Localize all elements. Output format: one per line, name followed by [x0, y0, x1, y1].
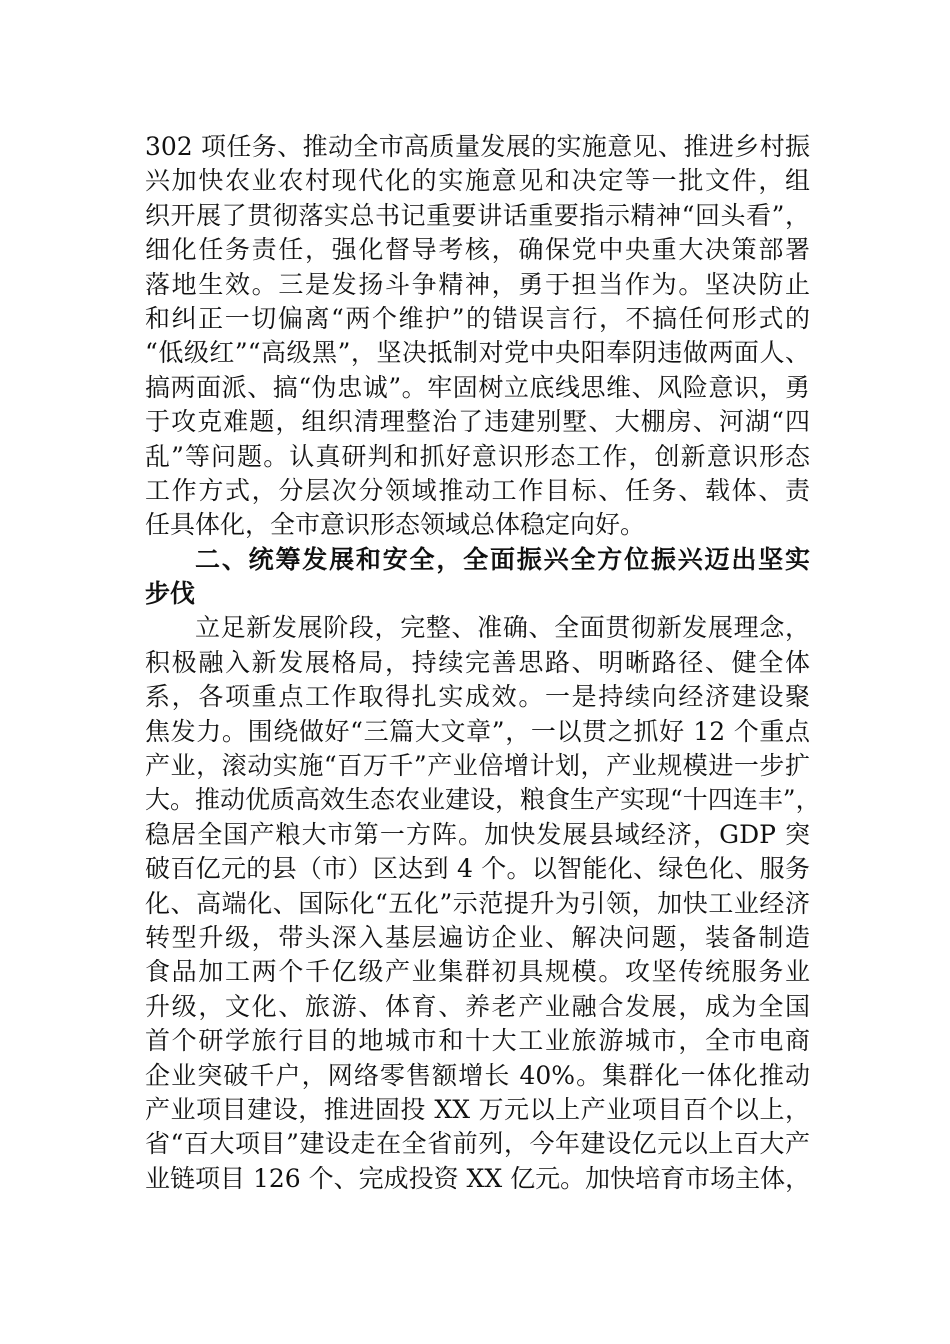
text-line: 302 项任务、推动全市高质量发展的实施意见、推进乡村振 — [145, 132, 810, 161]
text-line: 业链项目 126 个、完成投资 XX 亿元。加快培育市场主体， — [145, 1163, 811, 1193]
text-line: 乱”等问题。认真研判和抓好意识形态工作，创新意识形态 — [145, 441, 810, 471]
text-line: 转型升级，带头深入基层遍访企业、解决问题，装备制造 — [145, 922, 810, 952]
heading-line: 二、统筹发展和安全，全面振兴全方位振兴迈出坚实 — [195, 544, 810, 574]
text-line: 大。推动优质高效生态农业建设，粮食生产实现“十四连丰”， — [145, 785, 821, 815]
text-line: “低级红”“高级黑”，坚决抵制对党中央阳奉阴违做两面人、 — [145, 338, 810, 368]
text-line: 细化任务责任，强化督导考核，确保党中央重大决策部署 — [145, 235, 810, 265]
text-line: 食品加工两个千亿级产业集群初具规模。攻坚传统服务业 — [145, 957, 810, 987]
text-line: 立足新发展阶段，完整、准确、全面贯彻新发展理念， — [195, 613, 810, 643]
section-heading — [145, 543, 810, 612]
text-line: 于攻克难题，组织清理整治了违建别墅、大棚房、河湖“四 — [145, 407, 810, 437]
text-line: 任具体化，全市意识形态领域总体稳定向好。 — [145, 510, 646, 540]
text-line: 首个研学旅行目的地城市和十大工业旅游城市，全市电商 — [145, 1026, 810, 1056]
body-text — [145, 130, 821, 1196]
text-line: 企业突破千户，网络零售额增长 40%。集群化一体化推动 — [145, 1060, 810, 1090]
text-line: 系，各项重点工作取得扎实成效。一是持续向经济建设聚 — [145, 682, 810, 712]
text-line: 织开展了贯彻落实总书记重要讲话重要指示精神“回头看”， — [145, 200, 810, 230]
text-line: 稳居全国产粮大市第一方阵。加快发展县域经济，GDP 突 — [145, 819, 810, 849]
text-line: 省“百大项目”建设走在全省前列，今年建设亿元以上百大产 — [145, 1129, 810, 1159]
text-line: 兴加快农业农村现代化的实施意见和决定等一批文件，组 — [145, 166, 810, 196]
text-line: 产业，滚动实施“百万千”产业倍增计划，产业规模进一步扩 — [145, 751, 810, 781]
text-line: 搞两面派、搞“伪忠诚”。牢固树立底线思维、风险意识，勇 — [145, 372, 810, 402]
heading-line: 步伐 — [145, 579, 196, 609]
text-line: 化、高端化、国际化“五化”示范提升为引领，加快工业经济 — [145, 888, 810, 918]
text-line: 工作方式，分层次分领域推动工作目标、任务、载体、责 — [145, 475, 810, 505]
text-line: 焦发力。围绕做好“三篇大文章”，一以贯之抓好 12 个重点 — [145, 716, 810, 746]
paragraph-2 — [145, 611, 821, 1196]
text-line: 落地生效。三是发扬斗争精神，勇于担当作为。坚决防止 — [145, 269, 810, 299]
text-line: 产业项目建设，推进固投 XX 万元以上产业项目百个以上， — [145, 1094, 810, 1124]
text-line: 升级，文化、旅游、体育、养老产业融合发展，成为全国 — [145, 991, 810, 1021]
text-line: 和纠正一切偏离“两个维护”的错误言行，不搞任何形式的 — [145, 303, 810, 333]
paragraph-1 — [145, 130, 810, 543]
text-line: 积极融入新发展格局，持续完善思路、明晰路径、健全体 — [145, 647, 810, 677]
text-line: 破百亿元的县（市）区达到 4 个。以智能化、绿色化、服务 — [145, 854, 810, 884]
